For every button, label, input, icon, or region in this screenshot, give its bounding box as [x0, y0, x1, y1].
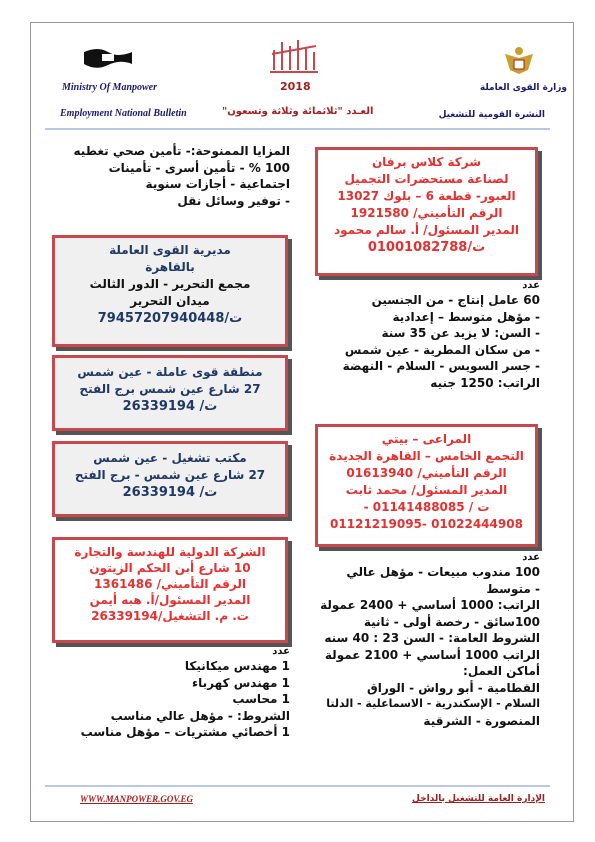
- ministry-eagle-logo: [502, 44, 536, 78]
- year-label: 2018: [280, 80, 311, 93]
- phone-number: ت/79457207940448: [97, 311, 243, 326]
- office-name: منطقة قوى عاملة - عين شمس: [77, 365, 263, 379]
- job-line: 60 عامل إنتاج - من الجنسين: [371, 293, 540, 307]
- office-city: بالقاهرة: [145, 260, 195, 274]
- company-address: 10 شارع أبن الحكم الزيتون: [89, 561, 251, 575]
- ministry-flag-logo: [80, 46, 136, 72]
- job-line: 1 أخصائي مشتريات – مؤهل مناسب: [80, 725, 290, 739]
- office-name: مديرية القوى العاملة: [109, 243, 231, 257]
- cairo-directorate-box: [52, 235, 288, 347]
- job-line: 1 مهندس كهرباء: [192, 675, 290, 690]
- office-address: 27 شارع عين شمس - برج الفتح: [74, 468, 266, 482]
- phone-number: ت. م. التشغيل/26339194: [91, 609, 249, 623]
- job-line: 100 مندوب مبيعات - مؤهل عالي: [346, 565, 540, 579]
- conditions-line: الشروط العامة: - السن 23 : 40 سنه: [324, 631, 540, 645]
- footer-divider: [45, 785, 550, 787]
- company-name: الشركة الدولية للهندسة والتجارة: [74, 545, 266, 559]
- ministry-name-en: Ministry Of Manpower: [62, 82, 158, 93]
- benefits-line: اجتماعية - أجازات سنوية: [145, 177, 290, 191]
- salary-line: الراتب 1000 أساسي + 2100 عمولة: [324, 647, 540, 662]
- ministry-name-ar: وزارة القوى العاملة: [479, 83, 567, 93]
- company-box-intl: [52, 537, 288, 643]
- manager-name: المدير المسئول/ أ. سالم محمود: [333, 223, 520, 237]
- insurance-number: الرقم التأميني/ 01613940: [346, 466, 507, 480]
- phone-number: ت / 01141488085 -: [363, 500, 490, 514]
- locations-line: المنصورة - الشرقية: [423, 713, 540, 728]
- issue-number: العـدد "ثلاثمائة وثلاثة وتسعون": [222, 106, 374, 117]
- job-line: - متوسط: [486, 581, 540, 596]
- insurance-number: الرقم التأميني/ 1921580: [350, 206, 503, 220]
- almarai-jobs: [315, 552, 540, 729]
- count-header: عدد: [272, 646, 290, 657]
- benefits-line: 100 % - تأمين أسرى - تأمينات: [108, 160, 290, 175]
- job-line: - السن: لا يزيد عن 35 سنة: [381, 326, 540, 340]
- klasberfan-jobs: [330, 280, 540, 391]
- locations-line: القطامية - أبو رواش - الوراق: [367, 680, 540, 695]
- footer-department: الإدارة العامة للتشغيل بالداخل: [412, 794, 545, 804]
- bulletin-name-ar: النشرة القومية للتشغيل: [438, 110, 545, 120]
- bulletin-name-en: Employment National Bulletin: [60, 108, 187, 119]
- ain-shams-office-box: [52, 441, 288, 517]
- manager-name: المدير المسئول/أ. هبه أيمن: [89, 593, 251, 607]
- count-header: عدد: [522, 552, 540, 563]
- phone-number: ت/ 26339194: [122, 485, 218, 500]
- footer-url[interactable]: WWW.MANPOWER.GOV.EG: [80, 794, 193, 804]
- office-name: مكتب تشغيل - عين شمس: [93, 451, 247, 465]
- job-line: - مؤهل متوسط – إعدادية: [392, 309, 540, 324]
- phone-number: ت/ 26339194: [122, 399, 218, 414]
- company-name: المراعى – بيتي: [381, 432, 472, 446]
- job-line: 100سائق - رخصة أولى - ثانية: [363, 614, 540, 629]
- job-line: - جسر السويس - السلام - النهضة: [342, 359, 540, 373]
- benefits-line: - توفير وسائل نقل: [177, 193, 290, 208]
- company-address: التجمع الخامس – القاهرة الجديدة: [329, 449, 524, 463]
- company-box-almarai: [315, 424, 538, 547]
- count-header: عدد: [522, 280, 540, 291]
- office-address: ميدان التحرير: [130, 294, 210, 308]
- locations-header: أماكن العمل:: [463, 664, 540, 678]
- manager-name: المدير المسئول/ محمد ثابت: [345, 483, 508, 497]
- job-line: 1 محاسب: [232, 692, 290, 706]
- company-address: العبور- قطعة 6 – بلوك 13027: [337, 189, 516, 203]
- intl-company-jobs: [75, 646, 290, 741]
- company-box-klasberfan: [315, 147, 538, 276]
- office-address: 27 شارع عين شمس برج الفتح: [79, 382, 261, 396]
- ain-shams-region-box: [52, 355, 288, 431]
- benefits-text: [70, 143, 290, 209]
- bulletin-emblem: [268, 34, 320, 74]
- locations-line: السلام - الإسكندرية - الاسماعلية - الدلتا: [326, 697, 540, 710]
- phone-number: 01022444908 -01121219095: [330, 517, 523, 531]
- office-address: مجمع التحرير - الدور الثالث: [89, 277, 251, 291]
- company-activity: لصناعة مستحضرات التجميل: [344, 172, 509, 186]
- salary-line: الراتب: 1250 جنيه: [430, 375, 540, 390]
- company-name: شركة كلاس برفان: [371, 155, 482, 169]
- job-line: 1 مهندس ميكانيكا: [184, 659, 290, 673]
- conditions-line: الشروط: - مؤهل عالي مناسب: [110, 708, 290, 723]
- salary-line: الراتب: 1000 أساسي + 2400 عمولة: [320, 598, 540, 612]
- header-divider: [45, 128, 550, 130]
- insurance-number: الرقم التأميني/ 1361486: [94, 577, 246, 591]
- job-line: - من سكان المطرية - عين شمس: [344, 342, 540, 357]
- benefits-line: المزايا الممنوحة:- تأمين صحي تغطيه: [73, 144, 290, 158]
- phone-number: ت/01001082788: [367, 240, 486, 255]
